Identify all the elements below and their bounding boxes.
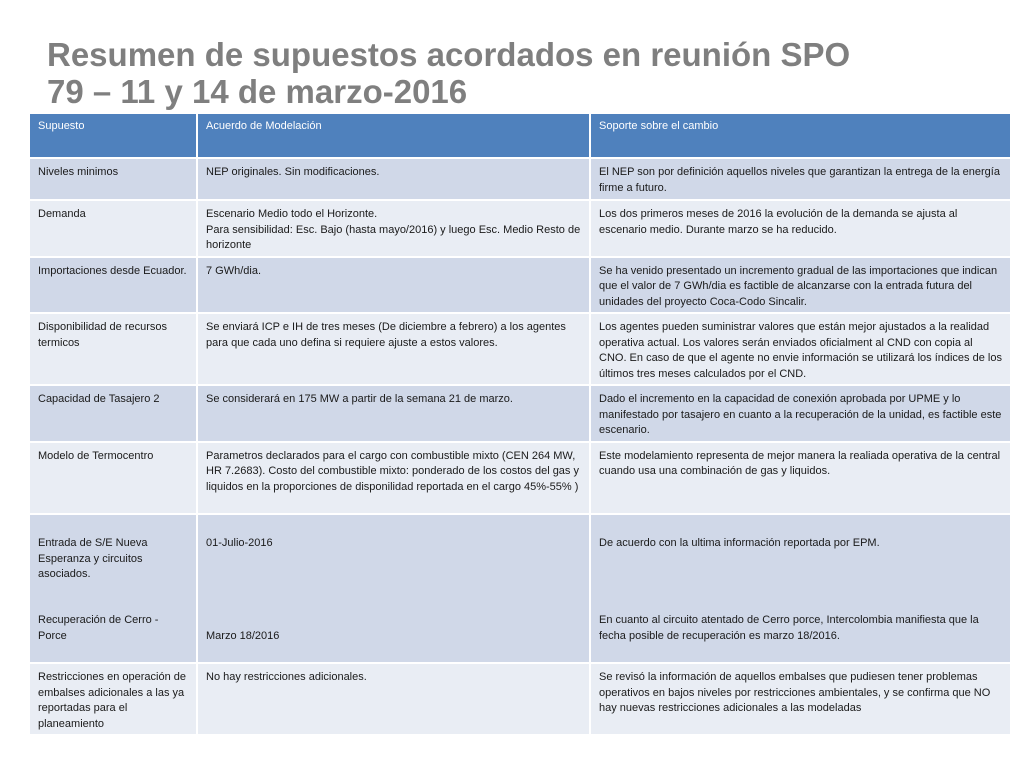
cell-acuerdo: No hay restricciones adicionales. <box>197 663 590 735</box>
column-header-supuesto: Supuesto <box>29 113 197 158</box>
cell-acuerdo <box>197 514 590 664</box>
cell-acuerdo-part-2: Marzo 18/2016 <box>206 630 280 642</box>
cell-soporte: Se revisó la información de aquellos embalses que pudiesen tener problemas operativos en bajos niveles por restricciones ambientales, y se confirma que NO hay nuevas restricciones adicionales a las modeladas <box>590 663 1011 735</box>
cell-acuerdo: NEP originales. Sin modificaciones. <box>197 158 590 200</box>
cell-acuerdo: Se enviará ICP e IH de tres meses (De diciembre a febrero) a los agentes para que cada uno defina si requiere ajuste a estos valores. <box>197 313 590 385</box>
cell-acuerdo: Se considerará en 175 MW a partir de la semana 21 de marzo. <box>197 385 590 442</box>
title-line-1: Resumen de supuestos acordados en reunión SPO <box>47 36 851 73</box>
cell-acuerdo: 7 GWh/dia. <box>197 257 590 314</box>
cell-soporte: Este modelamiento representa de mejor manera la realiada operativa de la central cuando usa una combinación de gas y liquidos. <box>590 442 1011 514</box>
table-header-row <box>29 113 1011 158</box>
cell-supuesto: Modelo de Termocentro <box>29 442 197 514</box>
cell-supuesto: Disponibilidad de recursos termicos <box>29 313 197 385</box>
cell-supuesto: Restricciones en operación de embalses adicionales a las ya reportadas para el planeamiento <box>29 663 197 735</box>
title-line-2: 79 – 11 y 14 de marzo-2016 <box>47 73 468 110</box>
table-row <box>29 514 1011 664</box>
table-row <box>29 442 1011 514</box>
cell-soporte: El NEP son por definición aquellos niveles que garantizan la entrega de la energía firme a futuro. <box>590 158 1011 200</box>
table-row <box>29 158 1011 200</box>
cell-soporte-part-1: De acuerdo con la ultima información reportada por EPM. <box>599 537 880 549</box>
cell-supuesto-part-1: Entrada de S/E Nueva Esperanza y circuitos asociados. <box>38 537 148 580</box>
cell-supuesto-part-2: Recuperación de Cerro - Porce <box>38 614 159 642</box>
table-row <box>29 663 1011 735</box>
page-title <box>47 36 1007 110</box>
cell-supuesto <box>29 514 197 664</box>
table-row <box>29 200 1011 257</box>
cell-supuesto: Importaciones desde Ecuador. <box>29 257 197 314</box>
cell-acuerdo: Escenario Medio todo el Horizonte. Para sensibilidad: Esc. Bajo (hasta mayo/2016) y luego Esc. Medio Resto de horizonte <box>197 200 590 257</box>
cell-supuesto: Capacidad de Tasajero 2 <box>29 385 197 442</box>
cell-soporte <box>590 514 1011 664</box>
cell-soporte: Los agentes pueden suministrar valores que están mejor ajustados a la realidad operativa actual. Los valores serán enviados oficialment al CND con copia al CNO. En caso de que el agente no envie información se utilizará los índices de los últimos tres meses calculados por el CND. <box>590 313 1011 385</box>
table-row <box>29 385 1011 442</box>
cell-acuerdo: Parametros declarados para el cargo con combustible mixto (CEN 264 MW, HR 7.2683). Costo del combustible mixto: ponderado de los costos del gas y liquidos en la proporciones de disponilidad reportada en el cargo 45%-55% ) <box>197 442 590 514</box>
assumptions-table <box>28 112 1012 736</box>
cell-soporte: Dado el incremento en la capacidad de conexión aprobada por UPME y lo manifestado por tasajero en cuanto a la recuperación de la unidad, es factible este escenario. <box>590 385 1011 442</box>
cell-supuesto: Demanda <box>29 200 197 257</box>
cell-acuerdo-part-1: 01-Julio-2016 <box>206 537 273 549</box>
table-row <box>29 313 1011 385</box>
cell-soporte-part-2: En cuanto al circuito atentado de Cerro porce, Intercolombia manifiesta que la fecha posible de recuperación es marzo 18/2016. <box>599 614 979 642</box>
cell-soporte: Los dos primeros meses de 2016 la evolución de la demanda se ajusta al escenario medio. Durante marzo se ha reducido. <box>590 200 1011 257</box>
cell-supuesto: Niveles minimos <box>29 158 197 200</box>
column-header-soporte: Soporte sobre el cambio <box>590 113 1011 158</box>
column-header-acuerdo: Acuerdo de Modelación <box>197 113 590 158</box>
cell-soporte: Se ha venido presentado un incremento gradual de las importaciones que indican que el valor de 7 GWh/dia es factible de alcanzarse con la entrada futura del unidades del proyecto Coca-Codo Sincalir. <box>590 257 1011 314</box>
table-row <box>29 257 1011 314</box>
